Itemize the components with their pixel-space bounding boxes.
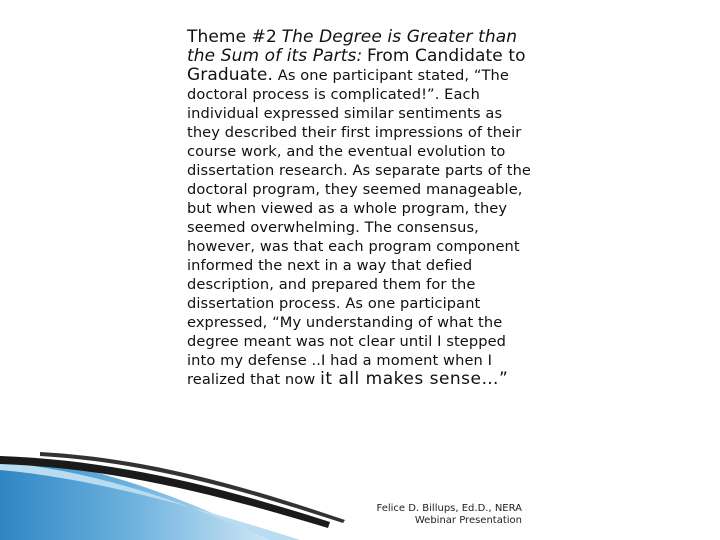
slide-body [187,28,539,389]
theme-title-bold: From Candidate to Graduate. [187,46,526,85]
theme-title-italic: The Degree is Greater than the Sum of its Parts: [187,27,518,66]
body-closing-phrase: it all makes sense…” [320,369,509,389]
theme-label: Theme #2 [187,27,277,47]
footer-author: Felice D. Billups, Ed.D., NERA [376,503,522,514]
footer-credit [360,503,522,527]
footer-event: Webinar Presentation [414,515,522,526]
body-paragraph: As one participant stated, “The doctoral process is complicated!”. Each individual expressed similar sentiments as they described their first impressions of their course work, and the eventual evolution to dissertation research. As separate parts of the doctoral program, they seemed manageable, but when viewed as a whole program, they seemed overwhelming. The consensus, however, was that each program component informed the next in a way that defied description, and prepared them for the dissertation process. As one participant expressed, “My understanding of what the degree meant was not clear until I stepped into my defense ..I had a moment when I realized that now [187,67,531,388]
